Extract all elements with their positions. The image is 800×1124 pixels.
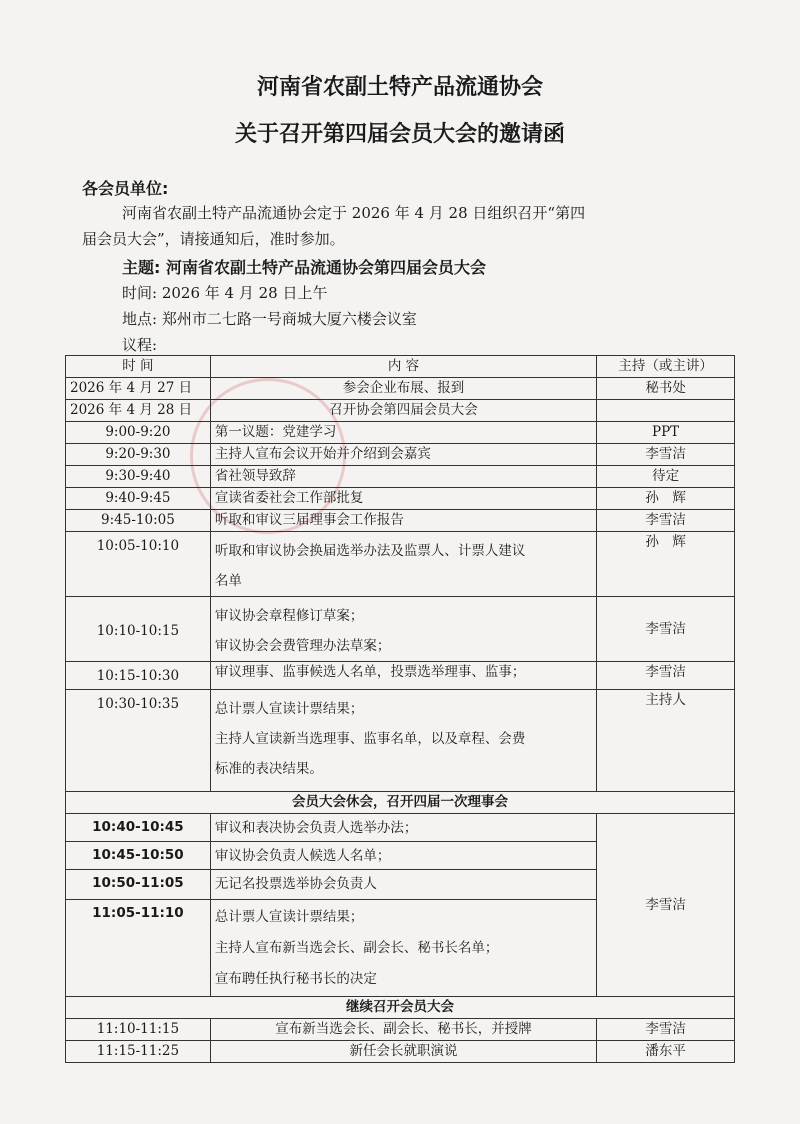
salutation: 各会员单位:: [82, 179, 169, 198]
section-title: 继续召开会员大会: [66, 997, 735, 1019]
content-cell: 听取和审议三届理事会工作报告: [210, 510, 596, 532]
host-cell: PPT: [597, 422, 735, 444]
content-cell: 宣布新当选会长、副会长、秘书长，并授牌: [210, 1019, 596, 1041]
host-cell: 孙 辉: [597, 532, 735, 597]
header-cell: 内 容: [210, 356, 596, 378]
content-line: 标准的表决结果。: [214, 761, 323, 777]
table-row: [66, 466, 735, 488]
content-line: 主持人宣布新当选会长、副会长、秘书长名单；: [214, 940, 499, 956]
body-line-2: 届会员大会”，请接通知后，准时参加。: [82, 230, 345, 248]
content-line: 主持人宣读新当选理事、监事名单，以及章程、会费: [214, 731, 526, 747]
time-cell: 10:30-10:35: [66, 690, 211, 792]
table-row: [66, 1041, 735, 1063]
host-cell: 李雪洁: [597, 662, 735, 690]
host-cell: 李雪洁: [597, 1019, 735, 1041]
table-row: [66, 488, 735, 510]
content-cell: [210, 870, 596, 900]
content-line: 审议协会会费管理办法草案；: [214, 638, 391, 654]
table-row: [66, 378, 735, 400]
time-cell: 9:30-9:40: [66, 466, 211, 488]
section-row: [66, 997, 735, 1019]
location: 地点: 郑州市二七路一号商城大厦六楼会议室: [122, 310, 417, 328]
content-cell: [210, 842, 596, 870]
host-cell: 孙 辉: [597, 488, 735, 510]
agenda-table: [65, 355, 735, 1063]
title-line-1: 河南省农副土特产品流通协会: [256, 75, 543, 100]
time-cell: 9:00-9:20: [66, 422, 211, 444]
content-line: 名单: [214, 573, 242, 589]
agenda-label: 议程:: [122, 336, 158, 354]
header-cell: 时 间: [66, 356, 211, 378]
time-cell: 9:40-9:45: [66, 488, 211, 510]
title-line-2: 关于召开第四届会员大会的邀请函: [234, 122, 565, 147]
header-cell: 主持（或主讲）: [597, 356, 735, 378]
time-cell: 10:40-10:45: [66, 814, 211, 842]
content-cell: [210, 690, 596, 792]
theme: 主题: 河南省农副土特产品流通协会第四届会员大会: [122, 258, 486, 277]
content-cell: 参会企业布展、报到: [210, 378, 596, 400]
host-cell: 待定: [597, 466, 735, 488]
content-line: 无记名投票选举协会负责人: [214, 876, 377, 892]
time-cell: 11:05-11:10: [66, 900, 211, 997]
content-line: 听取和审议协会换届选举办法及监票人、计票人建议: [214, 543, 526, 559]
content-cell: [210, 814, 596, 842]
host-cell: [597, 400, 735, 422]
time-cell: 10:50-11:05: [66, 870, 211, 900]
content-line: 审议和表决协会负责人选举办法；: [214, 820, 418, 836]
content-cell: 主持人宣布会议开始并介绍到会嘉宾: [210, 444, 596, 466]
time-cell: 10:10-10:15: [66, 597, 211, 662]
time-cell: 10:05-10:10: [66, 532, 211, 597]
host-cell: 潘东平: [597, 1041, 735, 1063]
content-line: 宣布聘任执行秘书长的决定: [214, 971, 377, 987]
host-cell: 李雪洁: [597, 510, 735, 532]
content-cell: [210, 532, 596, 597]
table-row: [66, 814, 735, 842]
table-header: [66, 356, 735, 378]
time-cell: 9:45-10:05: [66, 510, 211, 532]
content-cell: 省社领导致辞: [210, 466, 596, 488]
table-row: [66, 662, 735, 690]
content-cell: 宣读省委社会工作部批复: [210, 488, 596, 510]
host-cell: 李雪洁: [597, 814, 735, 997]
body-line-1: 河南省农副土特产品流通协会定于 2026 年 4 月 28 日组织召开“第四: [122, 204, 586, 222]
table-row: [66, 1019, 735, 1041]
time-cell: 9:20-9:30: [66, 444, 211, 466]
table-row: [66, 444, 735, 466]
table-row: [66, 422, 735, 444]
host-cell: 李雪洁: [597, 597, 735, 662]
host-cell: 主持人: [597, 690, 735, 792]
host-cell: 李雪洁: [597, 444, 735, 466]
content-line: 审议协会章程修订草案；: [214, 608, 364, 624]
time-cell: 2026 年 4 月 27 日: [66, 378, 211, 400]
table-row: [66, 510, 735, 532]
time-cell: 10:15-10:30: [66, 662, 211, 690]
content-cell: 第一议题：党建学习: [210, 422, 596, 444]
table-row: [66, 400, 735, 422]
section-row: [66, 792, 735, 814]
table-row: [66, 532, 735, 597]
content-cell: 召开协会第四届会员大会: [210, 400, 596, 422]
content-line: 总计票人宣读计票结果；: [214, 701, 364, 717]
content-line: 总计票人宣读计票结果；: [214, 909, 364, 925]
content-cell: 审议理事、监事候选人名单，投票选举理事、监事；: [210, 662, 596, 690]
host-cell: 秘书处: [597, 378, 735, 400]
table-row: [66, 597, 735, 662]
table-row: [66, 690, 735, 792]
content-cell: 新任会长就职演说: [210, 1041, 596, 1063]
time-cell: 2026 年 4 月 28 日: [66, 400, 211, 422]
time-cell: 11:15-11:25: [66, 1041, 211, 1063]
time: 时间: 2026 年 4 月 28 日上午: [122, 284, 328, 302]
content-line: 审议协会负责人候选人名单；: [214, 848, 391, 864]
section-title: 会员大会休会，召开四届一次理事会: [66, 792, 735, 814]
content-cell: [210, 597, 596, 662]
time-cell: 10:45-10:50: [66, 842, 211, 870]
content-cell: [210, 900, 596, 997]
time-cell: 11:10-11:15: [66, 1019, 211, 1041]
